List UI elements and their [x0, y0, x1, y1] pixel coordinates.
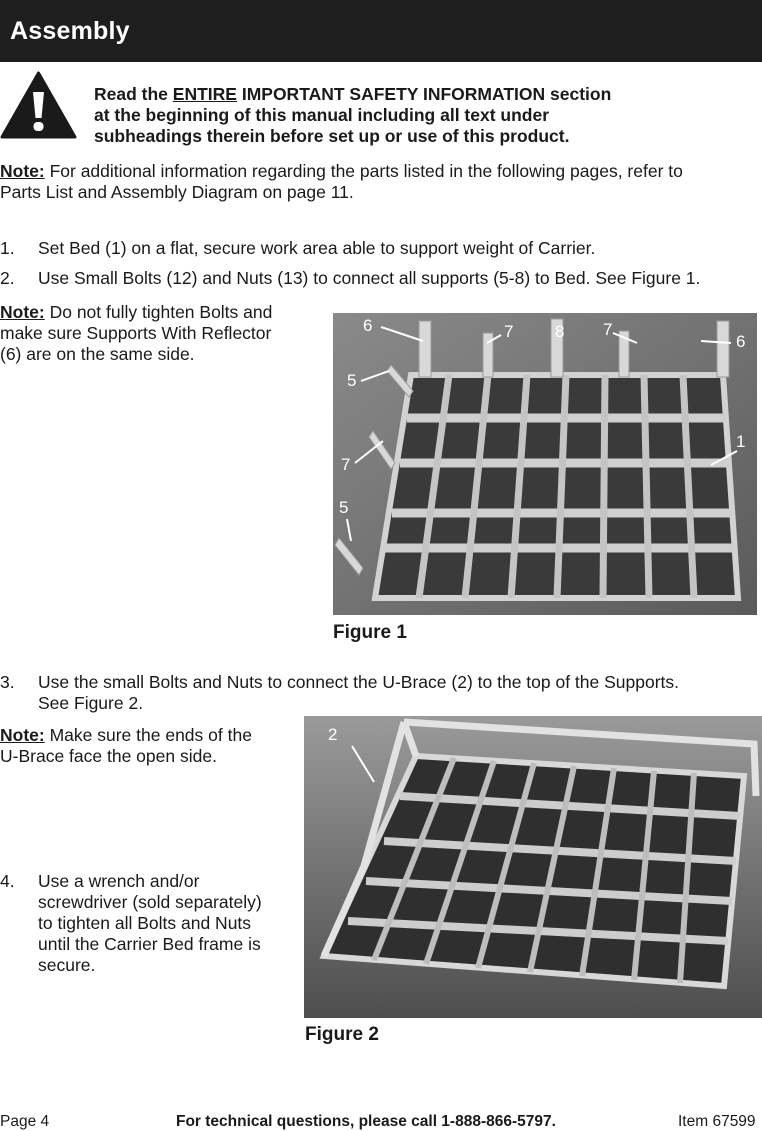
safety-warning: Read the ENTIRE IMPORTANT SAFETY INFORMATION section at the beginning of this manual including all text under subheadings therein before set up or use of this product. [94, 84, 612, 146]
step-4-text: Use a wrench and/or screwdriver (sold separately) to tighten all Bolts and Nuts until the Carrier Bed frame is secure. [38, 871, 262, 975]
step-2-text: Use Small Bolts (12) and Nuts (13) to connect all supports (5-8) to Bed. See Figure 1. [38, 268, 701, 288]
figure-2-caption: Figure 2 [305, 1024, 379, 1045]
figure1-note: Note: Do not fully tighten Bolts and make sure Supports With Reflector (6) are on the same side. [0, 302, 273, 364]
note-label: Note: [0, 161, 45, 181]
section-header-bar [0, 0, 762, 62]
figure-1-caption: Figure 1 [333, 622, 407, 643]
section-title: Assembly [10, 17, 130, 45]
callout-6: 6 [363, 316, 373, 335]
carrier-frame-illustration [304, 716, 762, 1018]
step-3-text: Use the small Bolts and Nuts to connect the U-Brace (2) to the top of the Supports. See Figure 2. [38, 672, 680, 713]
callout-1: 1 [736, 432, 746, 451]
warning-triangle-icon [0, 70, 77, 140]
figure2-note: Note: Make sure the ends of the U-Brace face the open side. [0, 725, 252, 766]
footer-tech-support: For technical questions, please call 1-888-866-5797. [176, 1113, 556, 1130]
callout-5: 5 [347, 371, 357, 390]
callout-7: 7 [341, 455, 351, 474]
bed-frame-illustration [333, 313, 757, 615]
footer-item-number: Item 67599 [678, 1113, 756, 1130]
callout-8: 8 [555, 322, 565, 341]
warning-emphasis: ENTIRE [172, 84, 237, 104]
footer-page-number: Page 4 [0, 1113, 50, 1130]
callout-6: 6 [736, 332, 746, 351]
figure-2-photo [304, 716, 762, 1018]
step-4-number: 4. [0, 871, 15, 891]
note-label: Note: [0, 302, 45, 322]
intro-note: Note: For additional information regarding the parts listed in the following pages, refer to Parts List and Assembly Diagram on page 11. [0, 161, 683, 202]
figure-1-photo [333, 313, 757, 615]
callout-7: 7 [504, 322, 514, 341]
callout-2: 2 [328, 725, 338, 744]
step-2-number: 2. [0, 268, 15, 288]
step-1-text: Set Bed (1) on a flat, secure work area able to support weight of Carrier. [38, 238, 596, 258]
note-label: Note: [0, 725, 45, 745]
step-3-number: 3. [0, 672, 15, 692]
callout-5: 5 [339, 498, 349, 517]
callout-7: 7 [603, 320, 613, 339]
step-1-number: 1. [0, 238, 15, 258]
